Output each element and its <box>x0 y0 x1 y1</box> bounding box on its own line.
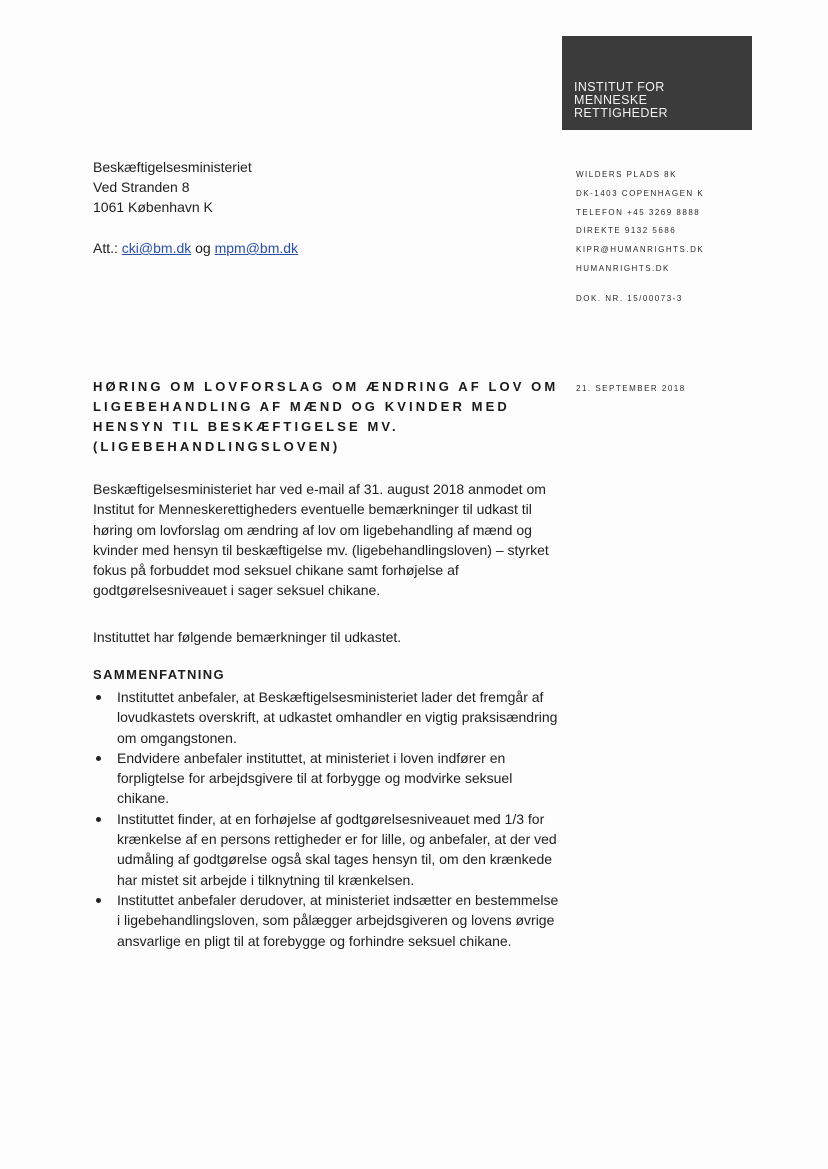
email-link-cki[interactable]: cki@bm.dk <box>121 240 192 256</box>
bullet-icon <box>96 817 101 822</box>
email-link-mpm[interactable]: mpm@bm.dk <box>214 240 299 256</box>
letter-title <box>93 377 563 457</box>
title-line: HENSYN TIL BESKÆFTIGELSE MV. <box>93 419 399 434</box>
letter-date: 21. SEPTEMBER 2018 <box>576 384 686 393</box>
logo-line: MENNESKE <box>574 93 648 107</box>
att-connector: og <box>195 240 211 256</box>
contact-line: KIPR@HUMANRIGHTS.DK <box>576 245 705 255</box>
logo-line: RETTIGHEDER <box>574 106 668 120</box>
intro-paragraph: Beskæftigelsesministeriet har ved e-mail af 31. august 2018 anmodet om Institut for Menneskerettigheders eventuelle bemærkninger til udkast til høring om lovforslag om ændring af lov om ligebehandling af mænd og kvinder med hensyn til beskæftigelse mv. (ligebehandlingsloven) – styrket fokus på forbuddet mod seksuel chikane samt forhøjelse af godtgørelsesniveauet i sager seksuel chikane. <box>93 481 549 599</box>
contact-line: WILDERS PLADS 8K <box>576 170 677 179</box>
document-number: DOK. NR. 15/00073-3 <box>576 294 683 303</box>
att-label: Att.: <box>93 240 118 256</box>
sender-contact <box>576 166 704 279</box>
contact-line: TELEFON +45 3269 8888 <box>576 207 701 217</box>
institute-logo <box>562 36 752 130</box>
bullet-icon <box>96 898 101 903</box>
recipient-line: Ved Stranden 8 <box>93 179 190 195</box>
summary-heading: SAMMENFATNING <box>93 667 226 682</box>
list-item-text: Instituttet anbefaler derudover, at ministeriet indsætter en bestemmelse i ligebehandlingsloven, som pålægger arbejdsgiveren og lovens øvrige ansvarlige en pligt til at forebygge og forhindre seksuel chikane. <box>117 891 559 949</box>
bullet-icon <box>96 756 101 761</box>
letter-body <box>93 479 563 601</box>
list-item <box>93 809 563 890</box>
list-item-text: Endvidere anbefaler instituttet, at ministeriet i loven indfører en forpligtelse for arbejdsgivere til at forbygge og modvirke seksuel chikane. <box>117 749 513 807</box>
recipient-line: 1061 København K <box>93 199 213 215</box>
recipient-line: Beskæftigelsesministeriet <box>93 159 252 175</box>
title-line: LIGEBEHANDLING AF MÆND OG KVINDER MED <box>93 399 510 414</box>
attention-line <box>93 238 298 258</box>
contact-line: DIREKTE 9132 5686 <box>576 226 677 236</box>
list-item-text: Instituttet finder, at en forhøjelse af godtgørelsesniveauet med 1/3 for krænkelse af en persons rettigheder er for lille, og anbefaler, at der ved udmåling af godtgørelse også skal tages hensyn til, om den krænkede har mistet sit arbejde i tilknytning til krænkelsen. <box>117 810 557 888</box>
list-item <box>93 687 563 748</box>
summary-list <box>93 687 563 951</box>
list-item <box>93 890 563 951</box>
contact-line: HUMANRIGHTS.DK <box>576 263 670 273</box>
recipient-address <box>93 157 252 217</box>
bullet-icon <box>96 695 101 700</box>
list-item-text: Instituttet anbefaler, at Beskæftigelsesministeriet lader det fremgår af lovudkastets overskrift, at udkastet omhandler en vigtig praksisændring om omgangstonen. <box>117 689 558 746</box>
list-item <box>93 748 563 809</box>
remarks-paragraph: Instituttet har følgende bemærkninger til udkastet. <box>93 629 402 645</box>
title-line: HØRING OM LOVFORSLAG OM ÆNDRING AF LOV OM <box>93 379 559 394</box>
title-line: (LIGEBEHANDLINGSLOVEN) <box>93 439 341 454</box>
logo-line: INSTITUT FOR <box>574 80 665 94</box>
contact-line: DK-1403 COPENHAGEN K <box>576 188 705 198</box>
